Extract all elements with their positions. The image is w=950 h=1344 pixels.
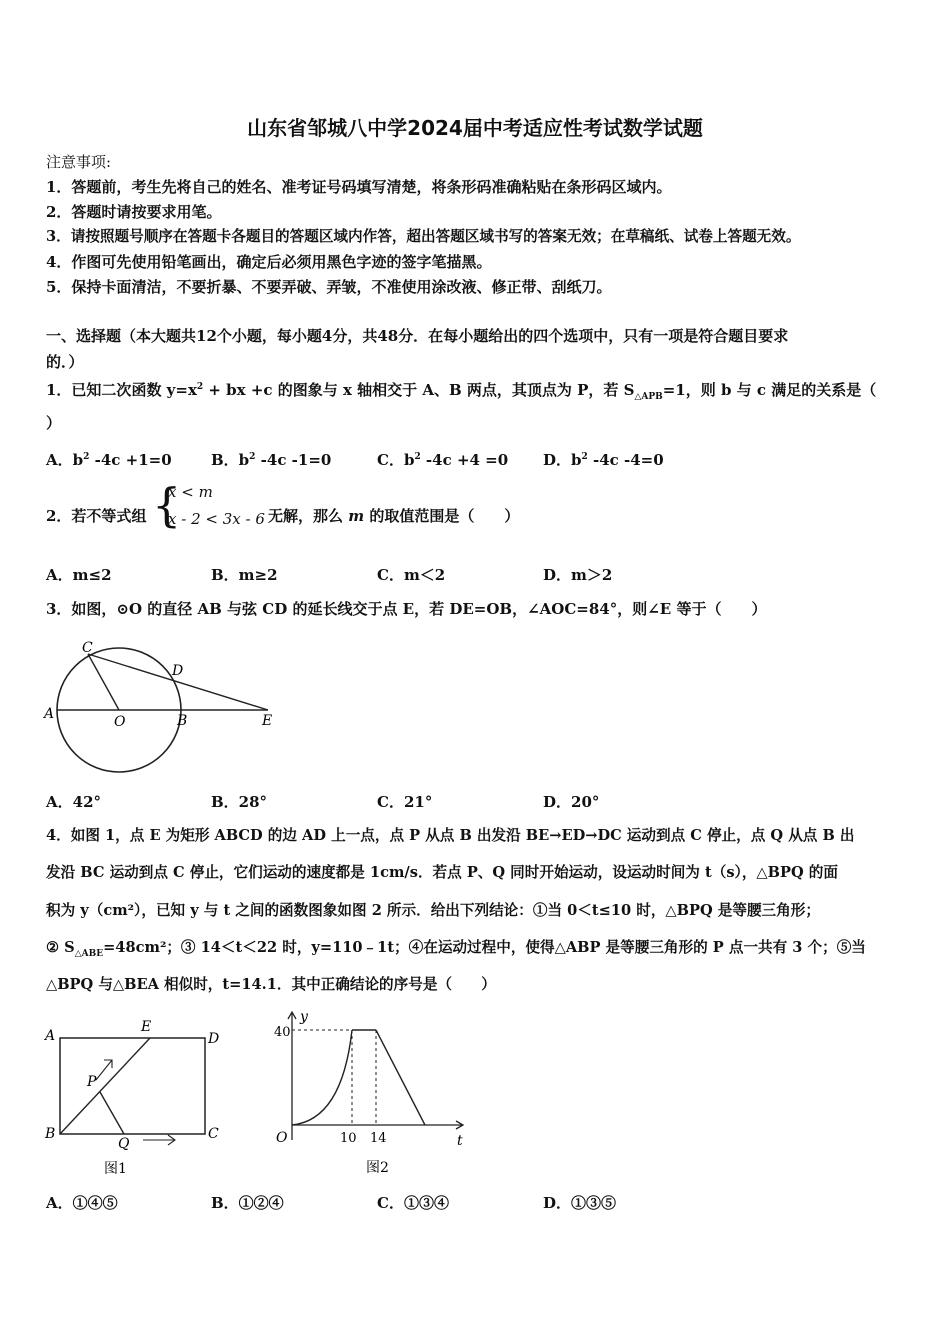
rectangle-figure bbox=[40, 1010, 240, 1180]
q4-option-a[interactable]: A．①④⑤ bbox=[46, 1194, 118, 1212]
question-2-suffix: 无解，那么 m 的取值范围是（ ） bbox=[268, 507, 520, 525]
label-10: 10 bbox=[340, 1131, 357, 1146]
notice-item: 3．请按照题号顺序在答题卡各题目的答题区域内作答，超出答题区域书写的答案无效；在草稿纸、试卷上答题无效。 bbox=[46, 228, 801, 245]
label-p: P bbox=[87, 1074, 97, 1090]
question-4-line2: 发沿 BC 运动到点 C 停止，它们运动的速度都是 1cm/s．若点 P、Q 同时开始运动，设运动时间为 t（s），△BPQ 的面 bbox=[46, 864, 838, 881]
brace-symbol: { bbox=[152, 478, 182, 532]
q1-option-b[interactable]: B．$b^2$ -4c -1=0 bbox=[211, 451, 332, 469]
label-c: C bbox=[82, 640, 93, 656]
question-1-text: 1．已知二次函数 $y=x^2$ + bx +c 的图象与 x 轴相交于 A、B 两点，其顶点为 P，若 $S_{\triangle APB}=1$，则 b 与 c 满足的关系是（ bbox=[46, 381, 877, 402]
q1-option-d[interactable]: D．$b^2$ -4c -4=0 bbox=[543, 451, 664, 469]
q4-option-c[interactable]: C．①③④ bbox=[377, 1194, 449, 1212]
question-4-line3: 积为 y（cm²），已知 y 与 t 之间的函数图象如图 2 所示．给出下列结论：①当 0＜t≤10 时，△BPQ 是等腰三角形； bbox=[46, 902, 820, 919]
question-4-line1: 4．如图 1，点 E 为矩形 ABCD 的边 AD 上一点，点 P 从点 B 出发沿 BE→ED→DC 运动到点 C 停止，点 Q 从点 B 出 bbox=[46, 827, 855, 844]
question-1-close: ） bbox=[46, 414, 62, 432]
figure-1-caption: 图1 bbox=[104, 1161, 127, 1177]
label-o: O bbox=[276, 1130, 288, 1146]
descending-segment bbox=[376, 1030, 425, 1125]
label-d: D bbox=[172, 663, 184, 679]
label-c: C bbox=[208, 1126, 219, 1142]
page-title: 山东省邹城八中学2024届中考适应性考试数学试题 bbox=[247, 116, 703, 140]
q2-option-d[interactable]: D．m＞2 bbox=[543, 566, 613, 584]
section-heading-cont: 的．） bbox=[46, 353, 84, 371]
notice-heading: 注意事项: bbox=[46, 153, 112, 171]
label-a: A bbox=[44, 706, 55, 722]
label-40: 40 bbox=[274, 1025, 291, 1040]
circle-figure bbox=[40, 638, 290, 788]
label-b: B bbox=[177, 713, 188, 729]
q2-option-b[interactable]: B．m≥2 bbox=[211, 566, 278, 584]
inequality-1: x < m bbox=[168, 483, 213, 501]
segment-be bbox=[60, 1038, 150, 1134]
label-14: 14 bbox=[370, 1131, 387, 1146]
q1-option-a[interactable]: A．$b^2$ -4c +1=0 bbox=[46, 451, 172, 469]
q3-option-b[interactable]: B．28° bbox=[211, 793, 268, 811]
label-e: E bbox=[262, 713, 273, 729]
notice-item: 1．答题前，考生先将自己的姓名、准考证号码填写清楚，将条形码准确粘贴在条形码区域内。 bbox=[46, 178, 672, 196]
function-graph bbox=[262, 1005, 472, 1180]
q4-option-d[interactable]: D．①③⑤ bbox=[543, 1194, 617, 1212]
label-a: A bbox=[45, 1028, 56, 1044]
q3-option-c[interactable]: C．21° bbox=[377, 793, 433, 811]
notice-item: 5．保持卡面清洁，不要折暴、不要弄破、弄皱，不准使用涂改液、修正带、刮纸刀。 bbox=[46, 278, 612, 296]
q2-option-a[interactable]: A．m≤2 bbox=[46, 566, 112, 584]
question-4-line4: ② $S_{\triangle ABE}=48cm^2$；③ 14＜t＜22 时，y=110﹣1t；④在运动过程中，使得△ABP 是等腰三角形的 P 点一共有 3 个；⑤当 bbox=[46, 939, 866, 959]
section-heading: 一、选择题（本大题共12个小题，每小题4分，共48分．在每小题给出的四个选项中，只有一项是符合题目要求 bbox=[46, 327, 789, 345]
question-3-text: 3．如图，⊙O 的直径 AB 与弦 CD 的延长线交于点 E，若 DE=OB，∠AOC=84°，则∠E 等于（ ） bbox=[46, 600, 767, 618]
label-t: t bbox=[457, 1133, 463, 1149]
label-y: y bbox=[300, 1009, 308, 1025]
curve-segment bbox=[292, 1030, 352, 1125]
q1-option-c[interactable]: C．$b^2$ -4c +4 =0 bbox=[377, 451, 509, 469]
label-e: E bbox=[141, 1019, 152, 1035]
figure-2-caption: 图2 bbox=[366, 1160, 389, 1176]
label-d: D bbox=[208, 1031, 220, 1047]
notice-item: 2．答题时请按要求用笔。 bbox=[46, 203, 222, 221]
rect-abcd bbox=[60, 1038, 205, 1134]
arrow-p bbox=[96, 1060, 112, 1080]
inequality-2: x - 2 < 3x - 6 bbox=[168, 510, 265, 528]
label-b: B bbox=[45, 1126, 56, 1142]
label-q: Q bbox=[118, 1136, 130, 1152]
question-4-line5: △BPQ 与△BEA 相似时，t=14.1．其中正确结论的序号是（ ） bbox=[46, 976, 496, 993]
label-o: O bbox=[114, 714, 126, 730]
q3-option-a[interactable]: A．42° bbox=[46, 793, 102, 811]
q4-option-b[interactable]: B．①②④ bbox=[211, 1194, 284, 1212]
q3-option-d[interactable]: D．20° bbox=[543, 793, 600, 811]
segment-pq bbox=[100, 1092, 124, 1134]
question-2-prefix: 2．若不等式组 bbox=[46, 507, 147, 525]
q2-option-c[interactable]: C．m＜2 bbox=[377, 566, 446, 584]
notice-item: 4．作图可先使用铅笔画出，确定后必须用黑色字迹的签字笔描黑。 bbox=[46, 253, 492, 271]
